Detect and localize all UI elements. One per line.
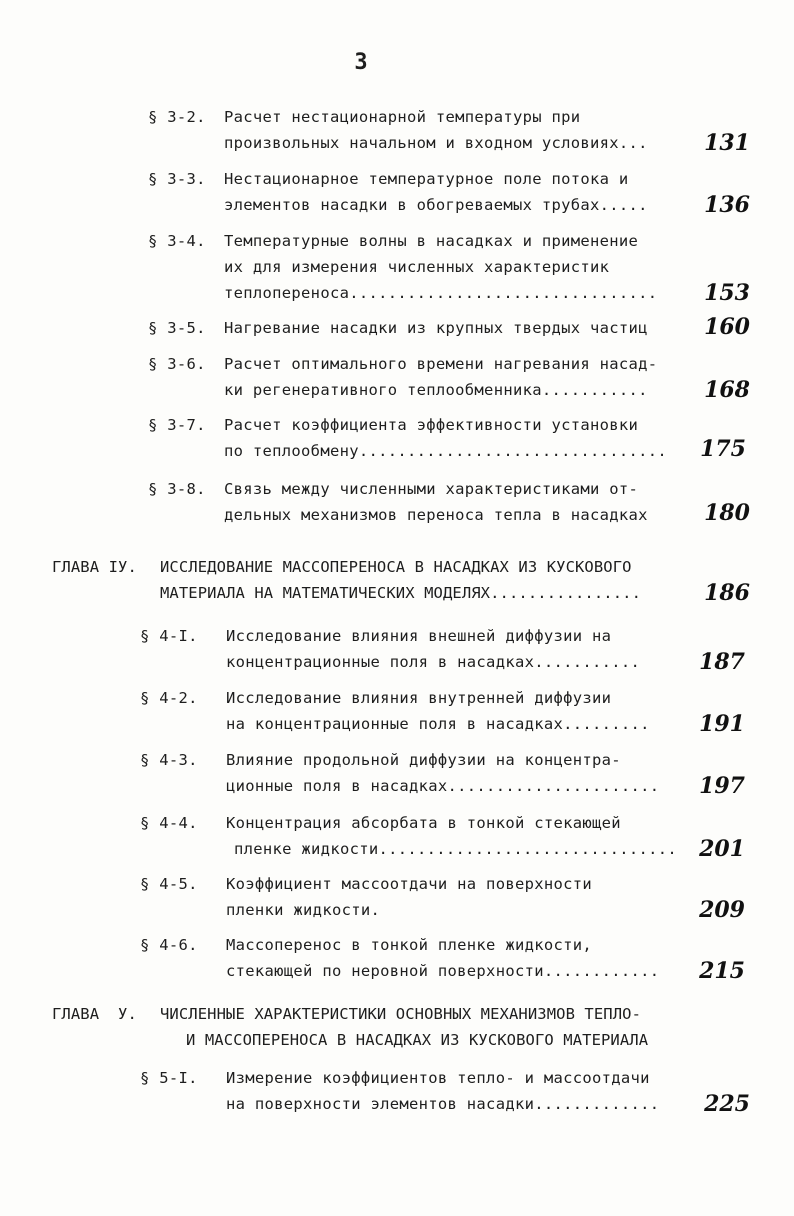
page-ref: 187 [699, 649, 745, 675]
page-ref: 186 [704, 580, 750, 606]
page-ref: 225 [704, 1091, 750, 1117]
entry-title-line: Массоперенос в тонкой пленке жидкости, [226, 936, 593, 954]
entry-number: § 3-7. [148, 416, 206, 434]
page-ref: 209 [699, 897, 745, 923]
entry-number: § 3-3. [148, 170, 206, 188]
entry-number: § 4-2. [140, 689, 198, 707]
page-ref: 131 [704, 130, 750, 156]
entry-title-line: на поверхности элементов насадки............. [226, 1095, 660, 1113]
entry-title-line: по теплообмену................................ [224, 442, 668, 460]
entry-title-line: Исследование влияния внутренней диффузии [226, 689, 612, 707]
chapter-title-line: И МАССОПЕРЕНОСА В НАСАДКАХ ИЗ КУСКОВОГО МАТЕРИАЛА [186, 1031, 649, 1049]
entry-number: § 4-6. [140, 936, 198, 954]
chapter-number: ГЛАВА IУ. [52, 558, 137, 576]
entry-number: § 3-6. [148, 355, 206, 373]
page-ref: 136 [704, 192, 750, 218]
entry-title-line: Влияние продольной диффузии на концентра- [226, 751, 621, 769]
chapter-title-line: МАТЕРИАЛА НА МАТЕМАТИЧЕСКИХ МОДЕЛЯХ................ [160, 584, 642, 602]
entry-title-line: теплопереноса................................ [224, 284, 658, 302]
entry-title-line: Нагревание насадки из крупных твердых частиц [224, 319, 648, 337]
chapter-number: ГЛАВА У. [52, 1005, 137, 1023]
page-ref: 168 [704, 377, 750, 403]
page-ref: 160 [704, 314, 750, 340]
entry-number: § 3-2. [148, 108, 206, 126]
entry-number: § 3-8. [148, 480, 206, 498]
entry-title-line: произвольных начальном и входном условиях... [224, 134, 648, 152]
page-ref: 191 [699, 711, 745, 737]
entry-title-line: дельных механизмов переноса тепла в насадках [224, 506, 648, 524]
page-ref: 215 [699, 958, 745, 984]
entry-title-line: ционные поля в насадках...................... [226, 777, 660, 795]
entry-title-line: элементов насадки в обогреваемых трубах..... [224, 196, 648, 214]
entry-title-line: концентрационные поля в насадках........... [226, 653, 641, 671]
chapter-title-line: ЧИСЛЕННЫЕ ХАРАКТЕРИСТИКИ ОСНОВНЫХ МЕХАНИЗМОВ ТЕПЛО- [160, 1005, 642, 1023]
entry-title-line: Концентрация абсорбата в тонкой стекающей [226, 814, 621, 832]
entry-title-line: пленке жидкости............................... [234, 840, 678, 858]
entry-title-line: стекающей по неровной поверхности............ [226, 962, 660, 980]
entry-title-line: Связь между численными характеристиками от- [224, 480, 639, 498]
entry-title-line: Коэффициент массоотдачи на поверхности [226, 875, 593, 893]
entry-title-line: их для измерения численных характеристик [224, 258, 610, 276]
entry-number: § 4-I. [140, 627, 198, 645]
entry-title-line: на концентрационные поля в насадках......... [226, 715, 650, 733]
page-ref: 175 [700, 436, 746, 462]
entry-title-line: Расчет оптимального времени нагревания насад- [224, 355, 658, 373]
entry-number: § 5-I. [140, 1069, 198, 1087]
entry-number: § 4-4. [140, 814, 198, 832]
entry-title-line: Расчет коэффициента эффективности установки [224, 416, 639, 434]
entry-number: § 4-3. [140, 751, 198, 769]
entry-title-line: Нестационарное температурное поле потока и [224, 170, 629, 188]
entry-title-line: Исследование влияния внешней диффузии на [226, 627, 612, 645]
entry-title-line: Расчет нестационарной температуры при [224, 108, 581, 126]
chapter-title-line: ИССЛЕДОВАНИЕ МАССОПЕРЕНОСА В НАСАДКАХ ИЗ КУСКОВОГО [160, 558, 632, 576]
page-ref: 201 [699, 836, 745, 862]
entry-number: § 3-4. [148, 232, 206, 250]
page-ref: 197 [699, 773, 745, 799]
entry-number: § 4-5. [140, 875, 198, 893]
entry-title-line: ки регенеративного теплообменника........... [224, 381, 648, 399]
entry-title-line: пленки жидкости. [226, 901, 381, 919]
page-number: 3 [354, 50, 368, 75]
page-ref: 180 [704, 500, 750, 526]
entry-title-line: Измерение коэффициентов тепло- и массоотдачи [226, 1069, 650, 1087]
entry-number: § 3-5. [148, 319, 206, 337]
entry-title-line: Температурные волны в насадках и применение [224, 232, 639, 250]
page-ref: 153 [704, 280, 750, 306]
